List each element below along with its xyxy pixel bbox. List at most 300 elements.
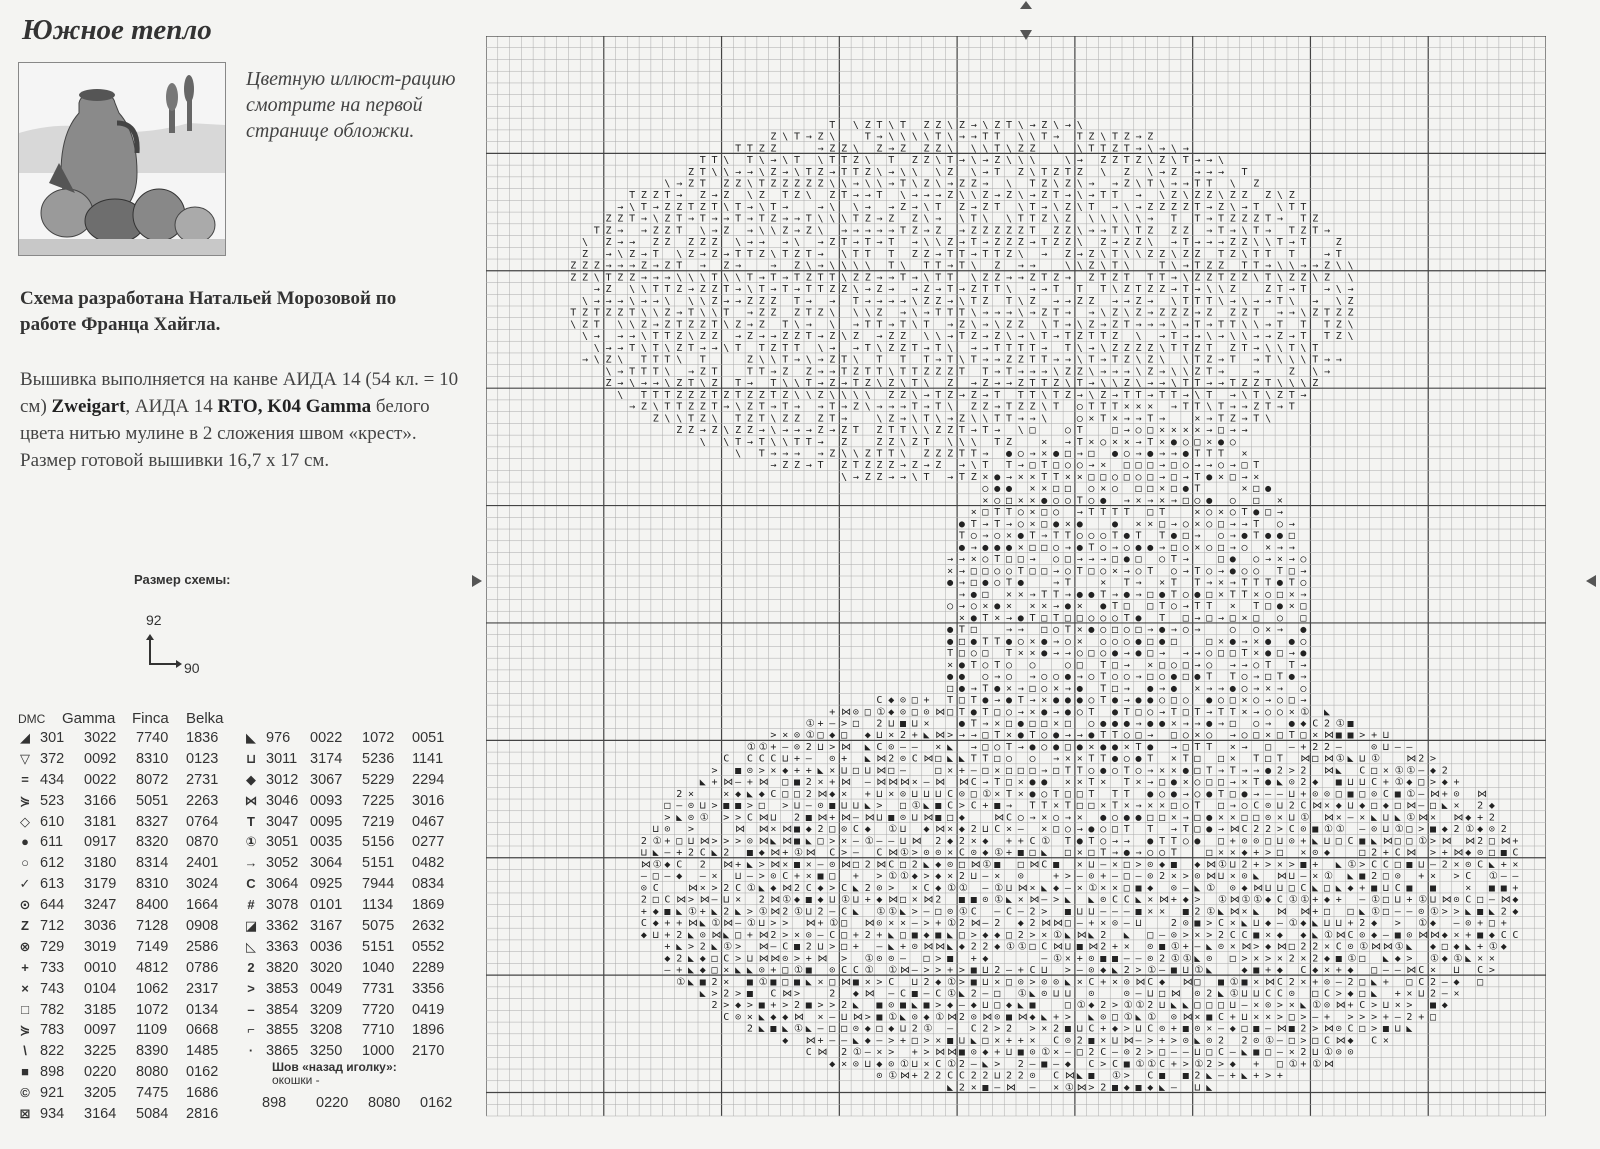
stitch-symbol: → xyxy=(1182,260,1189,272)
stitch-symbol: T xyxy=(1076,131,1083,143)
stitch-symbol: T xyxy=(1194,319,1201,331)
stitch-symbol: T xyxy=(841,166,848,178)
stitch-symbol: Z xyxy=(947,378,954,390)
stitch-symbol: T xyxy=(900,354,907,366)
stitch-symbol: □ xyxy=(676,835,683,847)
stitch-symbol: + xyxy=(900,1035,907,1047)
stitch-symbol: Z xyxy=(664,202,671,213)
stitch-symbol: □ xyxy=(782,777,789,789)
stitch-symbol: – xyxy=(1453,918,1460,930)
stitch-symbol: ● xyxy=(1147,683,1154,695)
stitch-symbol: 2 xyxy=(841,1000,848,1012)
stitch-symbol: Z xyxy=(1123,178,1130,190)
stitch-symbol: □ xyxy=(1170,472,1177,483)
stitch-symbol: 2 xyxy=(1135,1047,1142,1059)
stitch-symbol: ● xyxy=(970,589,977,601)
stitch-symbol: T xyxy=(1123,824,1130,836)
stitch-symbol: □ xyxy=(1017,554,1024,566)
stitch-symbol: \ xyxy=(1076,354,1083,366)
stitch-symbol: C xyxy=(735,882,742,894)
stitch-symbol: ● xyxy=(1206,788,1213,800)
stitch-symbol: → xyxy=(970,742,977,753)
stitch-symbol: \ xyxy=(1017,295,1024,307)
stitch-symbol: 2 xyxy=(994,918,1001,930)
stitch-symbol: × xyxy=(1241,612,1248,624)
stitch-symbol: ◆ xyxy=(735,788,742,800)
stitch-symbol: C xyxy=(1053,1070,1060,1082)
stitch-symbol: > xyxy=(1453,871,1460,883)
stitch-symbol: → xyxy=(735,284,742,296)
stitch-symbol: ■ xyxy=(1335,953,1342,965)
stitch-symbol: ◆ xyxy=(1406,777,1413,789)
stitch-symbol: → xyxy=(1053,753,1060,765)
stitch-symbol: □ xyxy=(1229,648,1236,660)
stitch-symbol: × xyxy=(994,1035,1001,1047)
color-key xyxy=(18,710,468,1123)
stitch-symbol: Z xyxy=(605,354,612,366)
stitch-symbol: Z xyxy=(1053,272,1060,284)
stitch-symbol: Z xyxy=(1017,378,1024,390)
stitch-symbol: \ xyxy=(1170,319,1177,331)
stitch-symbol: ■ xyxy=(1053,859,1060,871)
stitch-symbol: → xyxy=(841,378,848,390)
stitch-symbol: + xyxy=(852,871,859,883)
stitch-symbol: > xyxy=(841,847,848,859)
stitch-symbol: \ xyxy=(876,342,883,354)
stitch-symbol: × xyxy=(1512,859,1519,871)
stitch-symbol: ● xyxy=(947,577,954,589)
stitch-symbol: ● xyxy=(1006,448,1013,460)
stitch-symbol: Z xyxy=(676,202,683,213)
stitch-symbol: ■ xyxy=(770,1023,777,1035)
stitch-symbol: → xyxy=(1064,307,1071,319)
stitch-symbol: □ xyxy=(1218,1000,1225,1012)
stitch-symbol: ⊔ xyxy=(900,835,907,847)
stitch-symbol: \ xyxy=(888,131,895,143)
stitch-symbol: 2 xyxy=(1312,742,1319,753)
stitch-symbol: T xyxy=(1229,706,1236,718)
description-brand-1: Zweigart xyxy=(51,396,126,417)
stitch-symbol: ⋈ xyxy=(1088,941,1099,953)
stitch-symbol: × xyxy=(1053,1082,1060,1094)
stitch-symbol: ⋈ xyxy=(1053,941,1064,953)
stitch-symbol: T xyxy=(1135,742,1142,753)
stitch-symbol: \ xyxy=(629,319,636,331)
stitch-symbol: ◣ xyxy=(735,965,742,976)
stitch-symbol: T xyxy=(994,636,1001,648)
stitch-symbol: C xyxy=(876,742,883,753)
stitch-symbol: – xyxy=(1229,1047,1236,1059)
stitch-symbol: ⊙ xyxy=(1347,1047,1354,1059)
stitch-symbol: ○ xyxy=(1100,636,1107,648)
key-dmc: 898 xyxy=(40,1064,65,1081)
stitch-symbol: ⋈ xyxy=(1206,859,1217,871)
stitch-symbol: C xyxy=(1300,882,1307,894)
stitch-symbol: ○ xyxy=(1041,730,1048,742)
stitch-symbol: → xyxy=(1276,507,1283,519)
stitch-symbol: ⋈ xyxy=(1324,765,1334,777)
stitch-symbol: ⋈ xyxy=(1135,976,1146,988)
stitch-symbol: \ xyxy=(1241,319,1248,331)
stitch-symbol: → xyxy=(817,354,824,366)
stitch-symbol: ○ xyxy=(1206,518,1213,530)
stitch-symbol: 2 xyxy=(1300,941,1307,953)
stitch-symbol: > xyxy=(1147,1047,1154,1059)
stitch-symbol: □ xyxy=(1053,824,1060,836)
key-gamma: 0101 xyxy=(310,897,343,914)
stitch-symbol: ◆ xyxy=(664,859,671,871)
stitch-symbol: \ xyxy=(1229,178,1236,190)
stitch-symbol: \ xyxy=(1006,143,1013,155)
stitch-symbol: ⊔ xyxy=(1194,1047,1201,1059)
stitch-symbol: T xyxy=(1076,565,1083,577)
stitch-symbol: – xyxy=(1488,894,1495,906)
stitch-symbol: C xyxy=(1300,800,1307,812)
stitch-symbol: ⋈ xyxy=(770,906,781,918)
stitch-symbol: ⊙ xyxy=(1123,1047,1130,1059)
stitch-symbol: × xyxy=(1135,401,1142,413)
stitch-symbol: ◣ xyxy=(923,800,930,812)
stitch-symbol: Z xyxy=(1064,237,1071,249)
stitch-symbol: T xyxy=(1041,237,1048,249)
stitch-symbol: ⋈ xyxy=(1300,753,1311,765)
stitch-symbol: T xyxy=(1253,753,1260,765)
stitch-symbol: \ xyxy=(958,354,965,366)
stitch-symbol: 2 xyxy=(723,847,730,859)
stitch-symbol: □ xyxy=(1135,483,1142,495)
stitch-symbol: → xyxy=(1112,202,1119,213)
stitch-symbol: ⊔ xyxy=(1288,812,1295,824)
stitch-symbol: ⊙ xyxy=(1088,988,1095,1000)
stitch-symbol: ◆ xyxy=(770,1012,777,1023)
stitch-symbol: ◆ xyxy=(1229,1023,1236,1035)
stitch-symbol: > xyxy=(876,871,883,883)
key-belka: 1686 xyxy=(186,1085,219,1102)
stitch-symbol: ① xyxy=(1335,824,1345,836)
stitch-symbol: T xyxy=(1147,413,1154,425)
stitch-symbol: – xyxy=(699,871,706,883)
stitch-symbol: → xyxy=(1147,389,1154,401)
stitch-symbol: → xyxy=(1206,413,1213,425)
stitch-symbol: × xyxy=(970,835,977,847)
stitch-symbol: → xyxy=(1218,683,1225,695)
stitch-symbol: ◆ xyxy=(982,847,989,859)
key-finca: 8390 xyxy=(136,1043,169,1060)
backstitch-belka: 0162 xyxy=(420,1095,453,1111)
key-gamma: 3205 xyxy=(84,1085,117,1102)
stitch-symbol: ■ xyxy=(935,800,942,812)
stitch-symbol: × xyxy=(1076,882,1083,894)
stitch-symbol: \ xyxy=(758,202,765,213)
stitch-symbol: T xyxy=(1088,788,1095,800)
stitch-symbol: 2 xyxy=(1053,1023,1060,1035)
stitch-symbol: Z xyxy=(958,119,965,131)
stitch-symbol: > xyxy=(911,906,918,918)
stitch-symbol: → xyxy=(782,237,789,249)
stitch-symbol: ◆ xyxy=(958,941,965,953)
stitch-symbol: + xyxy=(1382,847,1389,859)
stitch-symbol: C xyxy=(841,906,848,918)
stitch-symbol: 2 xyxy=(970,941,977,953)
stitch-symbol: T xyxy=(699,166,706,178)
stitch-symbol: Z xyxy=(1041,190,1048,202)
stitch-symbol: 2 xyxy=(699,941,706,953)
stitch-symbol: → xyxy=(829,425,836,436)
stitch-symbol: → xyxy=(1147,307,1154,319)
stitch-symbol: ■ xyxy=(911,988,918,1000)
stitch-symbol: ⊔ xyxy=(1229,859,1236,871)
stitch-symbol: Z xyxy=(699,401,706,413)
stitch-symbol: → xyxy=(1206,319,1213,331)
stitch-symbol: □ xyxy=(852,859,859,871)
stitch-symbol: T xyxy=(1053,319,1060,331)
key-gamma: 0010 xyxy=(84,959,117,976)
stitch-symbol: 2 xyxy=(1100,941,1107,953)
stitch-symbol: T xyxy=(1253,413,1260,425)
stitch-symbol: ■ xyxy=(1359,871,1366,883)
stitch-symbol: □ xyxy=(982,648,989,660)
stitch-symbol: ⊔ xyxy=(652,929,659,941)
stitch-symbol: T xyxy=(676,225,683,237)
stitch-symbol: ⊙ xyxy=(1182,1035,1189,1047)
stitch-symbol: ⋈ xyxy=(1406,800,1417,812)
stitch-symbol: > xyxy=(1218,1058,1225,1070)
stitch-symbol: ⋈ xyxy=(970,859,981,871)
stitch-symbol: □ xyxy=(1253,495,1260,507)
stitch-symbol: ① xyxy=(1394,765,1404,777)
stitch-symbol: T xyxy=(958,366,965,378)
stitch-symbol: T xyxy=(1194,401,1201,413)
stitch-symbol: \ xyxy=(829,389,836,401)
color-key-header xyxy=(18,710,468,730)
stitch-symbol: ◣ xyxy=(888,929,895,941)
stitch-symbol: → xyxy=(852,178,859,190)
stitch-symbol: ⊙ xyxy=(1206,1035,1213,1047)
stitch-symbol: → xyxy=(1064,319,1071,331)
stitch-symbol: \ xyxy=(864,307,871,319)
stitch-symbol: – xyxy=(817,1023,824,1035)
stitch-symbol: × xyxy=(1017,542,1024,554)
key-dmc: 3052 xyxy=(266,855,299,872)
stitch-symbol: Z xyxy=(1229,272,1236,284)
key-symbol: · xyxy=(248,1043,254,1059)
stitch-symbol: × xyxy=(1100,918,1107,930)
stitch-symbol: T xyxy=(1218,319,1225,331)
stitch-symbol: Z xyxy=(676,342,683,354)
stitch-symbol: \ xyxy=(947,342,954,354)
stitch-symbol: ⊔ xyxy=(876,730,883,742)
stitch-symbol: Z xyxy=(758,190,765,202)
stitch-symbol: + xyxy=(1006,835,1013,847)
stitch-symbol: \ xyxy=(676,354,683,366)
stitch-symbol: × xyxy=(1382,1035,1389,1047)
stitch-symbol: ◆ xyxy=(1359,800,1366,812)
stitch-symbol: Z xyxy=(770,342,777,354)
key-row xyxy=(244,730,474,751)
stitch-symbol: + xyxy=(1312,859,1319,871)
stitch-symbol: □ xyxy=(1182,671,1189,683)
key-symbol: – xyxy=(247,1001,255,1017)
stitch-symbol: □ xyxy=(1147,636,1154,648)
stitch-symbol: \ xyxy=(1076,178,1083,190)
stitch-symbol: Z xyxy=(1206,260,1213,272)
key-symbol: ⊠ xyxy=(19,1106,31,1122)
stitch-symbol: T xyxy=(1276,319,1283,331)
stitch-symbol: ⋈ xyxy=(723,859,734,871)
stitch-symbol: > xyxy=(1182,871,1189,883)
key-belka: 3024 xyxy=(186,876,219,893)
stitch-symbol: ① xyxy=(746,742,756,753)
stitch-symbol: T xyxy=(1218,225,1225,237)
stitch-symbol: > xyxy=(664,812,671,824)
stitch-symbol: ⋈ xyxy=(1382,941,1393,953)
stitch-symbol: □ xyxy=(1418,777,1425,789)
stitch-symbol: Z xyxy=(805,178,812,190)
stitch-symbol: ○ xyxy=(1253,718,1260,730)
stitch-symbol: ⊔ xyxy=(746,953,753,965)
stitch-symbol: □ xyxy=(1265,507,1272,519)
stitch-symbol: T xyxy=(1170,577,1177,589)
stitch-symbol: ○ xyxy=(1017,636,1024,648)
stitch-symbol: T xyxy=(735,143,742,155)
stitch-symbol: C xyxy=(1276,976,1283,988)
stitch-symbol: – xyxy=(1218,1023,1225,1035)
stitch-symbol: \ xyxy=(876,378,883,390)
stitch-symbol: ◆ xyxy=(676,871,683,883)
stitch-symbol: ⊙ xyxy=(1465,859,1472,871)
stitch-symbol: ◆ xyxy=(876,894,883,906)
stitch-symbol: T xyxy=(1253,577,1260,589)
stitch-symbol: \ xyxy=(1135,378,1142,390)
stitch-symbol: \ xyxy=(1123,225,1130,237)
stitch-symbol: □ xyxy=(1359,1023,1366,1035)
stitch-symbol: ◣ xyxy=(947,1082,954,1094)
stitch-symbol: Z xyxy=(1088,319,1095,331)
stitch-symbol: ● xyxy=(1041,636,1048,648)
stitch-symbol: > xyxy=(923,918,930,930)
stitch-symbol: × xyxy=(1159,495,1166,507)
stitch-symbol: ◣ xyxy=(1017,1000,1024,1012)
stitch-symbol: ⊙ xyxy=(876,882,883,894)
stitch-symbol: > xyxy=(935,1000,942,1012)
stitch-symbol: > xyxy=(947,730,954,742)
stitch-symbol: ◣ xyxy=(1170,1000,1177,1012)
stitch-symbol: C xyxy=(1218,918,1225,930)
stitch-symbol: T xyxy=(1053,530,1060,542)
stitch-symbol: > xyxy=(923,1047,930,1059)
key-row xyxy=(244,960,474,981)
stitch-symbol: × xyxy=(1229,918,1236,930)
stitch-symbol: → xyxy=(652,272,659,284)
stitch-symbol: ○ xyxy=(1182,835,1189,847)
stitch-symbol: ● xyxy=(1159,624,1166,636)
stitch-symbol: Z xyxy=(1335,237,1342,249)
stitch-symbol: → xyxy=(817,436,824,448)
stitch-symbol: T xyxy=(982,753,989,765)
stitch-symbol: \ xyxy=(1053,143,1060,155)
stitch-symbol: \ xyxy=(1053,178,1060,190)
stitch-symbol: □ xyxy=(782,965,789,976)
key-symbol: > xyxy=(247,980,255,996)
stitch-symbol: × xyxy=(1159,765,1166,777)
stitch-symbol: □ xyxy=(1053,765,1060,777)
stitch-symbol: C xyxy=(1477,859,1484,871)
stitch-symbol: ⋈ xyxy=(1253,882,1264,894)
stitch-symbol: → xyxy=(794,213,801,225)
stitch-symbol: C xyxy=(1241,824,1248,836)
stitch-symbol: → xyxy=(1112,178,1119,190)
stitch-symbol: × xyxy=(1123,401,1130,413)
stitch-symbol: → xyxy=(640,248,647,260)
stitch-symbol: Z xyxy=(970,178,977,190)
stitch-symbol: ○ xyxy=(1206,542,1213,554)
stitch-symbol: × xyxy=(1112,859,1119,871)
stitch-symbol: > xyxy=(1206,929,1213,941)
stitch-symbol: ● xyxy=(1265,636,1272,648)
stitch-symbol: T xyxy=(958,248,965,260)
stitch-symbol: Z xyxy=(1123,131,1130,143)
stitch-symbol: > xyxy=(723,1000,730,1012)
stitch-symbol: T xyxy=(1123,389,1130,401)
stitch-symbol: → xyxy=(629,260,636,272)
stitch-symbol: T xyxy=(1253,225,1260,237)
stitch-symbol: ○ xyxy=(1265,589,1272,601)
stitch-symbol: T xyxy=(994,284,1001,296)
stitch-symbol: ⋈ xyxy=(1441,894,1452,906)
stitch-symbol: Z xyxy=(617,307,624,319)
key-dmc: 3362 xyxy=(266,918,299,935)
stitch-symbol: Z xyxy=(582,319,589,331)
stitch-symbol: \ xyxy=(829,178,836,190)
stitch-symbol: 2 xyxy=(794,882,801,894)
stitch-symbol: ◆ xyxy=(1312,965,1319,976)
stitch-symbol: \ xyxy=(900,166,907,178)
stitch-symbol: □ xyxy=(876,1023,883,1035)
stitch-symbol: □ xyxy=(1088,565,1095,577)
stitch-symbol: ■ xyxy=(947,1035,954,1047)
stitch-symbol: Z xyxy=(1112,307,1119,319)
stitch-symbol: T xyxy=(876,119,883,131)
stitch-symbol: T xyxy=(1218,413,1225,425)
key-belka: 2632 xyxy=(412,918,445,935)
stitch-symbol: Z xyxy=(817,131,824,143)
stitch-symbol: □ xyxy=(1229,953,1236,965)
stitch-symbol: Z xyxy=(841,460,848,472)
stitch-symbol: T xyxy=(1112,190,1119,202)
stitch-symbol: Z xyxy=(1147,342,1154,354)
stitch-symbol: \ xyxy=(1100,166,1107,178)
stitch-symbol: × xyxy=(1041,1023,1048,1035)
stitch-symbol: ⋈ xyxy=(1453,847,1464,859)
stitch-symbol: ① xyxy=(782,894,792,906)
stitch-symbol: C xyxy=(805,1047,812,1059)
stitch-symbol: → xyxy=(1324,248,1331,260)
stitch-symbol: T xyxy=(1088,143,1095,155)
stitch-symbol: T xyxy=(1218,272,1225,284)
key-belka: 0134 xyxy=(186,1001,219,1018)
stitch-symbol: Z xyxy=(1229,190,1236,202)
stitch-symbol: > xyxy=(1441,906,1448,918)
stitch-symbol: □ xyxy=(1182,659,1189,671)
stitch-symbol: → xyxy=(876,331,883,343)
stitch-symbol: C xyxy=(746,812,753,824)
key-belka: 2170 xyxy=(412,1043,445,1060)
key-belka: 0162 xyxy=(186,1064,219,1081)
stitch-symbol: ○ xyxy=(1182,542,1189,554)
key-row xyxy=(244,1022,474,1043)
stitch-symbol: + xyxy=(664,835,671,847)
stitch-symbol: → xyxy=(1112,295,1119,307)
